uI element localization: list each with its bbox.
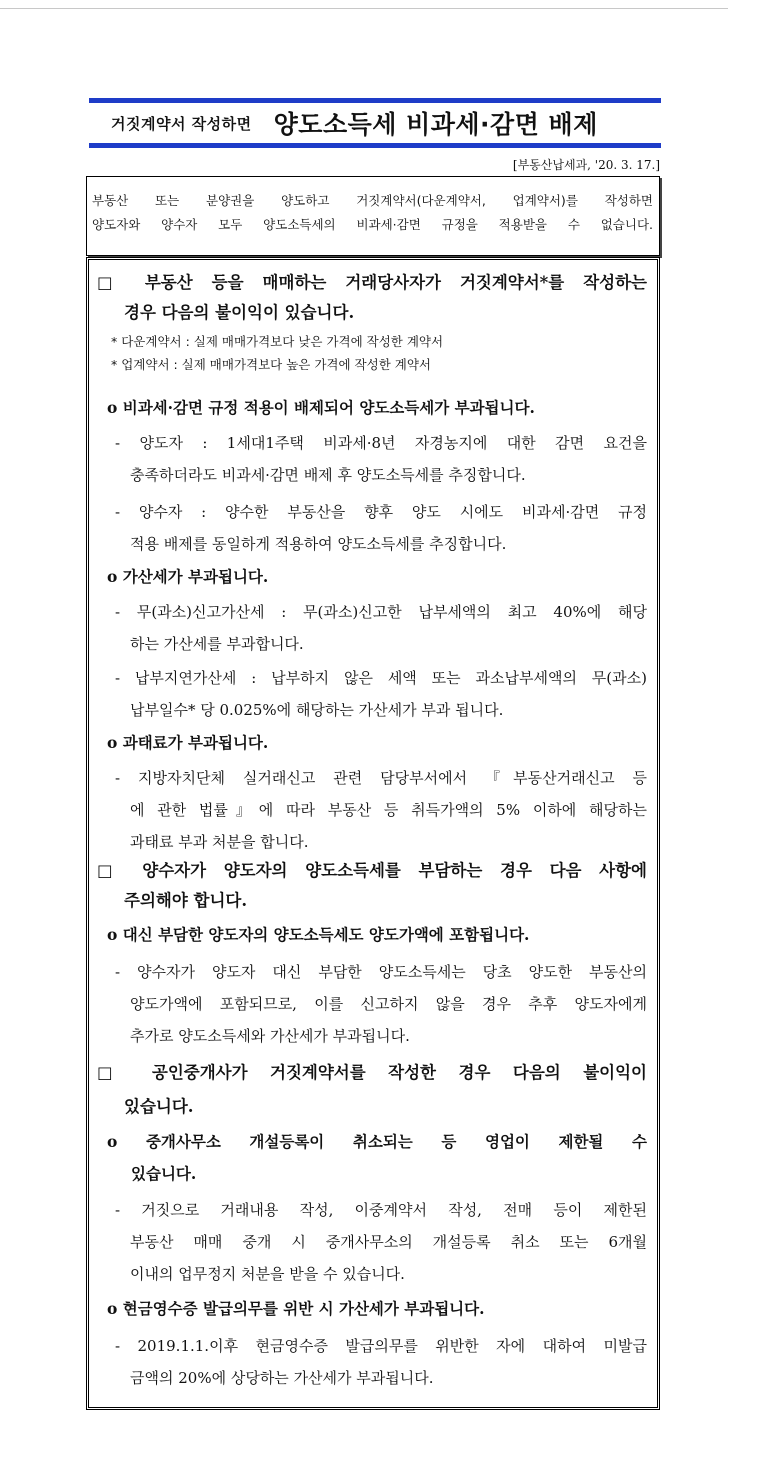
note-item: * 다운계약서 : 실제 매매가격보다 낮은 가격에 작성한 계약서: [111, 334, 444, 349]
section1-point2-detail2: - 납부지연가산세 : 납부하지 않은 세액 또는 과소납부세액의 무(과소) 납부일수* 당 0.025%에 해당하는 가산세가 부과 됩니다.: [115, 669, 647, 719]
section1-point2: o 가산세가 부과됩니다.: [107, 567, 269, 586]
section3-point2: o 현금영수증 발급의무를 위반 시 가산세가 부과됩니다.: [107, 1299, 485, 1318]
title-banner: [89, 98, 661, 148]
section1-point1: o 비과세·감면 규정 적용이 배제되어 양도소득세가 부과됩니다.: [107, 398, 535, 417]
section1-notes: [89, 330, 657, 376]
section3-heading: □ 공인중개사가 거짓계약서를 작성한 경우 다음의 불이익이 있습니다.: [97, 1063, 647, 1116]
title-subtitle: 거짓계약서 작성하면: [111, 114, 252, 133]
section2-heading: □ 양수자가 양도자의 양도소득세를 부담하는 경우 다음 사항에 주의해야 합니다.: [97, 861, 647, 910]
section3-point2-detail1: - 2019.1.1.이후 현금영수증 발급의무를 위반한 자에 대하여 미발급 금액의 20%에 상당하는 가산세가 부과됩니다.: [115, 1337, 647, 1387]
section1-point3: o 과태료가 부과됩니다.: [107, 733, 269, 752]
section1-heading: □ 부동산 등을 매매하는 거래당사자가 거짓계약서*를 작성하는 경우 다음의 불이익이 있습니다.: [97, 273, 647, 322]
note-item: * 업계약서 : 실제 매매가격보다 높은 가격에 작성한 계약서: [111, 357, 431, 372]
page-title: 양도소득세 비과세·감면 배제: [273, 110, 598, 139]
section3-point1-detail1: - 거짓으로 거래내용 작성, 이중계약서 작성, 전매 등이 제한된 부동산 매매 중개 시 중개사무소의 개설등록 취소 또는 6개월 이내의 업무정지 처분을 받을 수 있습니다.: [115, 1201, 647, 1283]
section1-point3-detail1: - 지방자치단체 실거래신고 관련 담당부서에서 『부동산거래신고 등 에 관한 법률』에 따라 부동산 등 취득가액의 5% 이하에 해당하는 과태료 부과 처분을 합니다.: [115, 769, 647, 851]
summary-box: [86, 176, 660, 256]
section1-point2-detail1: - 무(과소)신고가산세 : 무(과소)신고한 납부세액의 최고 40%에 해당 하는 가산세를 부과합니다.: [115, 603, 647, 653]
section2-point1: o 대신 부담한 양도자의 양도소득세도 양도가액에 포함됩니다.: [107, 925, 530, 944]
section1-point1-detail1: - 양도자 : 1세대1주택 비과세·8년 자경농지에 대한 감면 요건을 충족하더라도 비과세·감면 배제 후 양도소득세를 추징합니다.: [115, 434, 647, 484]
section2-point1-detail1: - 양수자가 양도자 대신 부담한 양도소득세는 당초 양도한 부동산의 양도가액에 포함되므로, 이를 신고하지 않을 경우 추후 양도자에게 추가로 양도소득세와 가산세가 부과됩니다.: [115, 963, 647, 1045]
section1-point1-detail2: - 양수자 : 양수한 부동산을 향후 양도 시에도 비과세·감면 규정 적용 배제를 동일하게 적용하여 양도소득세를 추징합니다.: [115, 503, 647, 553]
top-divider: [0, 8, 728, 9]
main-content-box: [86, 257, 660, 1410]
section3-point1: o 중개사무소 개설등록이 취소되는 등 영업이 제한될 수 있습니다.: [107, 1132, 647, 1183]
source-note: [부동산납세과, '20. 3. 17.]: [512, 158, 660, 172]
summary-line: 부동산 또는 분양권을 양도하고 거짓계약서(다운계약서, 업계약서)를 작성하면: [92, 193, 653, 208]
summary-line: 양도자와 양수자 모두 양도소득세의 비과세·감면 규정을 적용받을 수 없습니다.: [92, 217, 653, 232]
